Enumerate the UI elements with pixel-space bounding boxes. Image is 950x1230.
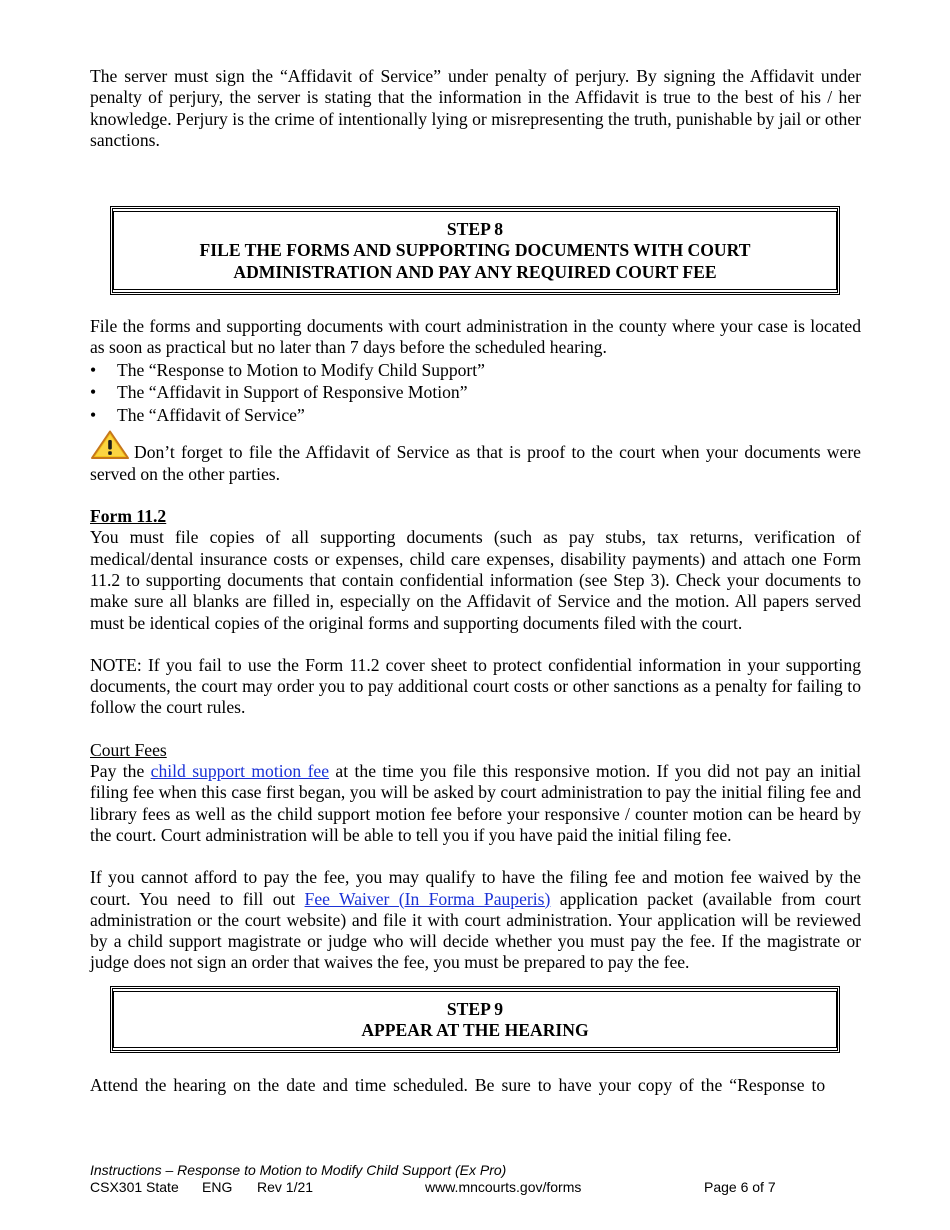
footer-language: ENG: [202, 1179, 233, 1195]
footer-title: Instructions – Response to Motion to Modify Child Support (Ex Pro): [90, 1162, 507, 1178]
page-footer: [90, 1162, 861, 1196]
warning-triangle-icon: [90, 430, 130, 460]
court-fees-paragraph-2: If you cannot afford to pay the fee, you may qualify to have the filing fee and motion fee waived by the court. You need to fill out Fee Waiver (In Forma Pauperis) application packet (available from court administration or the court website) and file it with court administration. Your application will be reviewed by a child support magistrate or judge who will decide whether you must pay the fee. If the magistrate or judge does not sign an order that waives the fee, you must be prepared to pay the fee.: [90, 867, 861, 973]
child-support-motion-fee-link[interactable]: child support motion fee: [150, 761, 330, 782]
step-9-label: STEP 9: [446, 998, 504, 1019]
step-9-box: [110, 986, 840, 1054]
bullet-icon: •: [90, 359, 97, 380]
step-8-title-line-2: ADMINISTRATION AND PAY ANY REQUIRED COURT FEE: [233, 261, 717, 282]
footer-meta-row: [90, 1179, 861, 1196]
required-documents-list: [90, 359, 861, 427]
bullet-icon: •: [90, 382, 97, 403]
court-fees-heading: Court Fees: [90, 739, 167, 760]
step-9-paragraph: Attend the hearing on the date and time scheduled. Be sure to have your copy of the “Response to: [90, 1075, 826, 1096]
step-9-title: APPEAR AT THE HEARING: [361, 1019, 589, 1040]
step-8-box: [110, 206, 840, 295]
list-item: • The “Affidavit of Service”: [90, 404, 305, 425]
footer-page-number: Page 6 of 7: [704, 1179, 776, 1195]
warning-note: [90, 430, 861, 485]
list-item: • The “Affidavit in Support of Responsive Motion”: [90, 382, 468, 403]
court-fees-paragraph-1: Pay the child support motion fee at the time you file this responsive motion. If you did not pay an initial filing fee when this case first began, you will be asked by court administration to pay the initial filing fee and library fees as well as the child support motion fee before your responsive / counter motion can be heard by the court. Court administration will be able to tell you if you have paid the initial filing fee.: [90, 761, 862, 845]
step-8-title-line-1: FILE THE FORMS AND SUPPORTING DOCUMENTS WITH COURT: [199, 240, 751, 261]
footer-revision: Rev 1/21: [257, 1179, 314, 1195]
document-body: [90, 66, 861, 1097]
list-item: • The “Response to Motion to Modify Child Support”: [90, 359, 485, 380]
intro-paragraph: The server must sign the “Affidavit of Service” under penalty of perjury. By signing the Affidavit under penalty of perjury, the server is stating that the information in the Affidavit is true to the best of his / her knowledge. Perjury is the crime of intentionally lying or misrepresenting the truth, punishable by jail or other sanctions.: [90, 66, 861, 150]
bullet-icon: •: [90, 404, 97, 425]
warning-text: Don’t forget to file the Affidavit of Service as that is proof to the court when your documents were served on the other parties.: [90, 442, 861, 484]
form-11-2-note: NOTE: If you fail to use the Form 11.2 cover sheet to protect confidential information in your supporting documents, the court may order you to pay additional court costs or other sanctions as a penalty for failing to follow the court rules.: [90, 654, 861, 718]
step-8-paragraph: File the forms and supporting documents with court administration in the county where your case is located as soon as practical but no later than 7 days before the scheduled hearing.: [90, 316, 861, 358]
footer-form-code: CSX301 State: [90, 1179, 179, 1195]
footer-website: www.mncourts.gov/forms: [425, 1179, 582, 1195]
step-8-label: STEP 8: [446, 219, 504, 240]
form-11-2-heading: Form 11.2: [90, 506, 167, 527]
form-11-2-paragraph: You must file copies of all supporting documents (such as pay stubs, tax returns, verification of medical/dental insurance costs or expenses, child care expenses, disability payments) and attach one Form 11.2 to supporting documents that contain confidential information (see Step 3). Check your documents to make sure all blanks are filled in, especially on the Affidavit of Service and the motion. All papers served must be identical copies of the original forms and supporting documents filed with the court.: [90, 527, 861, 633]
fee-waiver-link[interactable]: Fee Waiver (In Forma Pauperis): [304, 888, 551, 909]
